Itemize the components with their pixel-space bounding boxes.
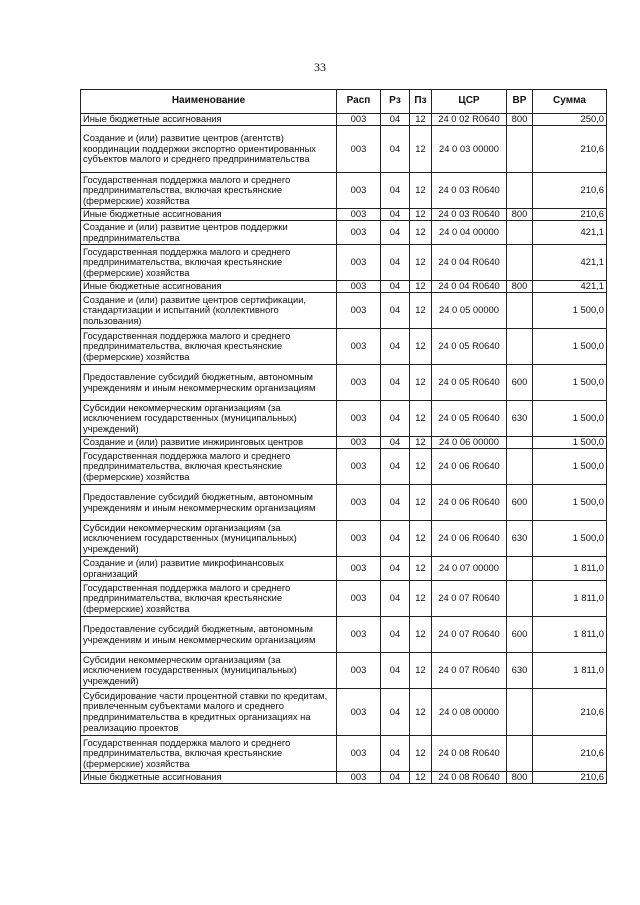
row-vr bbox=[507, 437, 533, 449]
row-csr: 24 0 05 R0640 bbox=[432, 365, 507, 401]
row-pz: 12 bbox=[410, 521, 432, 557]
row-vr bbox=[507, 329, 533, 365]
row-vr: 600 bbox=[507, 485, 533, 521]
header-pz: Пз bbox=[410, 90, 432, 114]
table-row bbox=[81, 221, 607, 245]
row-sum: 210,6 bbox=[533, 209, 607, 221]
table-row bbox=[81, 281, 607, 293]
row-name: Субсидии некоммерческим организациям (за исключением государственных (муниципальных) учреждений) bbox=[81, 653, 337, 689]
row-rz: 04 bbox=[381, 557, 410, 581]
row-name: Иные бюджетные ассигнования bbox=[81, 281, 337, 293]
row-rasp: 003 bbox=[337, 485, 381, 521]
row-csr: 24 0 03 00000 bbox=[432, 126, 507, 173]
row-sum: 1 500,0 bbox=[533, 485, 607, 521]
row-vr: 800 bbox=[507, 209, 533, 221]
row-csr: 24 0 07 R0640 bbox=[432, 617, 507, 653]
row-pz: 12 bbox=[410, 293, 432, 329]
row-vr bbox=[507, 126, 533, 173]
row-rasp: 003 bbox=[337, 221, 381, 245]
row-rz: 04 bbox=[381, 281, 410, 293]
row-name: Государственная поддержка малого и среднего предпринимательства, включая крестьянские (фермерские) хозяйства bbox=[81, 329, 337, 365]
row-name: Субсидии некоммерческим организациям (за исключением государственных (муниципальных) учреждений) bbox=[81, 401, 337, 437]
row-vr bbox=[507, 736, 533, 772]
table-row bbox=[81, 293, 607, 329]
row-sum: 210,6 bbox=[533, 772, 607, 784]
table-row bbox=[81, 557, 607, 581]
row-sum: 1 811,0 bbox=[533, 557, 607, 581]
row-name: Субсидии некоммерческим организациям (за исключением государственных (муниципальных) учреждений) bbox=[81, 521, 337, 557]
header-name: Наименование bbox=[81, 90, 337, 114]
row-rasp: 003 bbox=[337, 617, 381, 653]
row-pz: 12 bbox=[410, 281, 432, 293]
row-name: Создание и (или) развитие центров (агентств) координации поддержки экспортно ориентированных субъектов малого и среднего предпринимательства bbox=[81, 126, 337, 173]
header-sum: Сумма bbox=[533, 90, 607, 114]
row-name: Иные бюджетные ассигнования bbox=[81, 772, 337, 784]
row-name: Государственная поддержка малого и среднего предпринимательства, включая крестьянские (фермерские) хозяйства bbox=[81, 173, 337, 209]
row-sum: 210,6 bbox=[533, 689, 607, 736]
row-csr: 24 0 07 00000 bbox=[432, 557, 507, 581]
row-name: Государственная поддержка малого и среднего предпринимательства, включая крестьянские (фермерские) хозяйства bbox=[81, 581, 337, 617]
row-name: Предоставление субсидий бюджетным, автономным учреждениям и иным некоммерческим организациям bbox=[81, 365, 337, 401]
row-vr: 630 bbox=[507, 653, 533, 689]
row-pz: 12 bbox=[410, 736, 432, 772]
table-row bbox=[81, 653, 607, 689]
table-row bbox=[81, 437, 607, 449]
row-vr bbox=[507, 221, 533, 245]
row-vr bbox=[507, 581, 533, 617]
row-name: Государственная поддержка малого и среднего предпринимательства, включая крестьянские (фермерские) хозяйства bbox=[81, 736, 337, 772]
row-sum: 421,1 bbox=[533, 245, 607, 281]
row-rz: 04 bbox=[381, 521, 410, 557]
table-row bbox=[81, 581, 607, 617]
row-csr: 24 0 05 R0640 bbox=[432, 401, 507, 437]
table-body bbox=[81, 114, 607, 784]
header-rz: Рз bbox=[381, 90, 410, 114]
row-vr bbox=[507, 173, 533, 209]
row-name: Иные бюджетные ассигнования bbox=[81, 114, 337, 126]
row-rasp: 003 bbox=[337, 114, 381, 126]
row-sum: 421,1 bbox=[533, 221, 607, 245]
row-csr: 24 0 06 R0640 bbox=[432, 521, 507, 557]
page-number: 33 bbox=[314, 60, 326, 74]
row-vr: 800 bbox=[507, 772, 533, 784]
table-row bbox=[81, 617, 607, 653]
row-vr: 600 bbox=[507, 617, 533, 653]
row-pz: 12 bbox=[410, 329, 432, 365]
row-rz: 04 bbox=[381, 293, 410, 329]
row-csr: 24 0 05 R0640 bbox=[432, 329, 507, 365]
row-rasp: 003 bbox=[337, 557, 381, 581]
row-rasp: 003 bbox=[337, 581, 381, 617]
row-name: Создание и (или) развитие центров сертификации, стандартизации и испытаний (коллективного пользования) bbox=[81, 293, 337, 329]
row-rz: 04 bbox=[381, 437, 410, 449]
row-sum: 1 811,0 bbox=[533, 617, 607, 653]
row-vr: 630 bbox=[507, 401, 533, 437]
table-row bbox=[81, 209, 607, 221]
row-csr: 24 0 03 R0640 bbox=[432, 209, 507, 221]
row-csr: 24 0 05 00000 bbox=[432, 293, 507, 329]
row-sum: 1 500,0 bbox=[533, 293, 607, 329]
table-row bbox=[81, 365, 607, 401]
row-rasp: 003 bbox=[337, 689, 381, 736]
row-csr: 24 0 06 R0640 bbox=[432, 449, 507, 485]
row-rz: 04 bbox=[381, 736, 410, 772]
row-rz: 04 bbox=[381, 126, 410, 173]
row-vr: 630 bbox=[507, 521, 533, 557]
row-csr: 24 0 02 R0640 bbox=[432, 114, 507, 126]
row-rasp: 003 bbox=[337, 329, 381, 365]
row-name: Предоставление субсидий бюджетным, автономным учреждениям и иным некоммерческим организациям bbox=[81, 617, 337, 653]
row-rz: 04 bbox=[381, 365, 410, 401]
row-pz: 12 bbox=[410, 245, 432, 281]
row-csr: 24 0 04 R0640 bbox=[432, 281, 507, 293]
row-rasp: 003 bbox=[337, 365, 381, 401]
row-name: Государственная поддержка малого и среднего предпринимательства, включая крестьянские (фермерские) хозяйства bbox=[81, 449, 337, 485]
row-pz: 12 bbox=[410, 365, 432, 401]
row-sum: 1 500,0 bbox=[533, 521, 607, 557]
table-row bbox=[81, 521, 607, 557]
row-rasp: 003 bbox=[337, 449, 381, 485]
row-name: Субсидирование части процентной ставки по кредитам, привлеченным субъектами малого и среднего предпринимательства в кредитных организациях на реализацию проектов bbox=[81, 689, 337, 736]
row-csr: 24 0 08 00000 bbox=[432, 689, 507, 736]
row-csr: 24 0 08 R0640 bbox=[432, 736, 507, 772]
table-row bbox=[81, 173, 607, 209]
row-rz: 04 bbox=[381, 401, 410, 437]
row-vr bbox=[507, 449, 533, 485]
row-rz: 04 bbox=[381, 245, 410, 281]
row-pz: 12 bbox=[410, 401, 432, 437]
row-name: Создание и (или) развитие инжиринговых центров bbox=[81, 437, 337, 449]
row-rz: 04 bbox=[381, 617, 410, 653]
row-rz: 04 bbox=[381, 581, 410, 617]
row-rasp: 003 bbox=[337, 401, 381, 437]
row-sum: 1 500,0 bbox=[533, 401, 607, 437]
row-csr: 24 0 06 R0640 bbox=[432, 485, 507, 521]
row-rz: 04 bbox=[381, 485, 410, 521]
row-pz: 12 bbox=[410, 653, 432, 689]
row-pz: 12 bbox=[410, 772, 432, 784]
row-sum: 1 500,0 bbox=[533, 449, 607, 485]
row-rz: 04 bbox=[381, 329, 410, 365]
row-rasp: 003 bbox=[337, 126, 381, 173]
row-rasp: 003 bbox=[337, 653, 381, 689]
table-row bbox=[81, 401, 607, 437]
row-vr: 800 bbox=[507, 114, 533, 126]
table-row bbox=[81, 689, 607, 736]
row-csr: 24 0 04 00000 bbox=[432, 221, 507, 245]
row-rasp: 003 bbox=[337, 437, 381, 449]
row-rasp: 003 bbox=[337, 173, 381, 209]
row-rz: 04 bbox=[381, 221, 410, 245]
row-pz: 12 bbox=[410, 485, 432, 521]
row-sum: 210,6 bbox=[533, 173, 607, 209]
row-sum: 1 500,0 bbox=[533, 365, 607, 401]
row-rasp: 003 bbox=[337, 209, 381, 221]
row-sum: 1 811,0 bbox=[533, 581, 607, 617]
row-rz: 04 bbox=[381, 653, 410, 689]
table-row bbox=[81, 736, 607, 772]
table-row bbox=[81, 449, 607, 485]
row-name: Государственная поддержка малого и среднего предпринимательства, включая крестьянские (фермерские) хозяйства bbox=[81, 245, 337, 281]
row-pz: 12 bbox=[410, 449, 432, 485]
table-row bbox=[81, 245, 607, 281]
table-row bbox=[81, 114, 607, 126]
row-rz: 04 bbox=[381, 772, 410, 784]
row-rasp: 003 bbox=[337, 772, 381, 784]
row-pz: 12 bbox=[410, 173, 432, 209]
row-sum: 250,0 bbox=[533, 114, 607, 126]
row-pz: 12 bbox=[410, 114, 432, 126]
row-vr: 600 bbox=[507, 365, 533, 401]
row-csr: 24 0 06 00000 bbox=[432, 437, 507, 449]
header-rasp: Расп bbox=[337, 90, 381, 114]
row-csr: 24 0 07 R0640 bbox=[432, 653, 507, 689]
row-csr: 24 0 03 R0640 bbox=[432, 173, 507, 209]
row-rasp: 003 bbox=[337, 245, 381, 281]
row-vr bbox=[507, 293, 533, 329]
row-csr: 24 0 04 R0640 bbox=[432, 245, 507, 281]
header-csr: ЦСР bbox=[432, 90, 507, 114]
row-rasp: 003 bbox=[337, 736, 381, 772]
row-sum: 1 500,0 bbox=[533, 329, 607, 365]
row-rasp: 003 bbox=[337, 281, 381, 293]
row-rz: 04 bbox=[381, 689, 410, 736]
row-pz: 12 bbox=[410, 221, 432, 245]
row-sum: 421,1 bbox=[533, 281, 607, 293]
row-pz: 12 bbox=[410, 209, 432, 221]
row-rasp: 003 bbox=[337, 293, 381, 329]
row-rz: 04 bbox=[381, 114, 410, 126]
row-csr: 24 0 07 R0640 bbox=[432, 581, 507, 617]
row-pz: 12 bbox=[410, 617, 432, 653]
row-vr bbox=[507, 245, 533, 281]
row-pz: 12 bbox=[410, 437, 432, 449]
row-sum: 1 811,0 bbox=[533, 653, 607, 689]
row-rz: 04 bbox=[381, 449, 410, 485]
row-name: Предоставление субсидий бюджетным, автономным учреждениям и иным некоммерческим организациям bbox=[81, 485, 337, 521]
row-pz: 12 bbox=[410, 126, 432, 173]
budget-table bbox=[80, 89, 607, 784]
row-sum: 1 500,0 bbox=[533, 437, 607, 449]
row-vr bbox=[507, 689, 533, 736]
row-pz: 12 bbox=[410, 689, 432, 736]
row-rz: 04 bbox=[381, 209, 410, 221]
table-row bbox=[81, 329, 607, 365]
row-sum: 210,6 bbox=[533, 126, 607, 173]
table-row bbox=[81, 772, 607, 784]
table-header-row bbox=[81, 90, 607, 114]
row-pz: 12 bbox=[410, 557, 432, 581]
row-name: Иные бюджетные ассигнования bbox=[81, 209, 337, 221]
row-pz: 12 bbox=[410, 581, 432, 617]
row-sum: 210,6 bbox=[533, 736, 607, 772]
row-name: Создание и (или) развитие центров поддержки предпринимательства bbox=[81, 221, 337, 245]
row-vr bbox=[507, 557, 533, 581]
header-vr: ВР bbox=[507, 90, 533, 114]
row-vr: 800 bbox=[507, 281, 533, 293]
table-row bbox=[81, 485, 607, 521]
table-row bbox=[81, 126, 607, 173]
row-name: Создание и (или) развитие микрофинансовых организаций bbox=[81, 557, 337, 581]
row-rz: 04 bbox=[381, 173, 410, 209]
row-csr: 24 0 08 R0640 bbox=[432, 772, 507, 784]
row-rasp: 003 bbox=[337, 521, 381, 557]
